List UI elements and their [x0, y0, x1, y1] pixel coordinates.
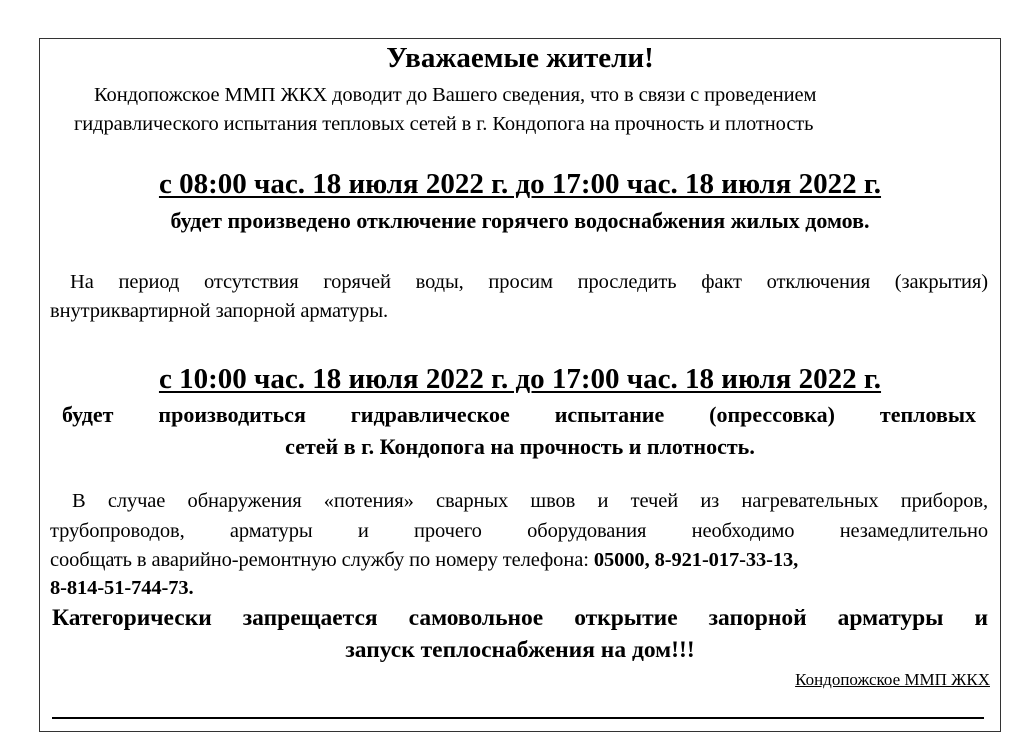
leak-line-2: трубопроводов, арматуры и прочего оборудования необходимо незамедлительно — [50, 520, 988, 542]
period-1-dates: с 08:00 час. 18 июля 2022 г. до 17:00 час. 18 июля 2022 г. — [158, 168, 882, 200]
leak-line-1: В случае обнаружения «потения» сварных швов и течей из нагревательных приборов, — [72, 490, 988, 512]
signature: Кондопожское ММП ЖКХ — [795, 670, 990, 689]
period-1-action: будет произведено отключение горячего водоснабжения жилых домов. — [170, 208, 870, 233]
warning-line-2: запуск теплоснабжения на дом!!! — [345, 637, 695, 663]
request-line-2: внутриквартирной запорной арматуры. — [50, 300, 389, 322]
leak-line-3 — [50, 549, 990, 572]
warning-line-1: Категорически запрещается самовольное открытие запорной арматуры и — [52, 605, 988, 631]
emergency-phones-1: 05000, 8-921-017-33-13, — [593, 549, 799, 571]
bottom-rule — [52, 717, 984, 719]
request-line-1: На период отсутствия горячей воды, просим проследить факт отключения (закрытия) — [70, 271, 988, 293]
emergency-phones-2-line — [50, 577, 990, 600]
leak-line-3-text: сообщать в аварийно-ремонтную службу по номеру телефона: — [50, 549, 594, 571]
period-2-action-line-1: будет производиться гидравлическое испытание (опрессовка) тепловых — [62, 402, 976, 427]
notice-heading: Уважаемые жители! — [386, 42, 654, 74]
intro-line-2: гидравлического испытания тепловых сетей в г. Кондопога на прочность и плотность — [74, 113, 814, 135]
period-2-dates: с 10:00 час. 18 июля 2022 г. до 17:00 час. 18 июля 2022 г. — [158, 363, 882, 395]
intro-line-1: Кондопожское ММП ЖКХ доводит до Вашего сведения, что в связи с проведением — [94, 84, 817, 106]
emergency-phones-2: 8-814-51-744-73. — [50, 577, 194, 599]
period-2-action-line-2: сетей в г. Кондопога на прочность и плотность. — [285, 434, 755, 459]
